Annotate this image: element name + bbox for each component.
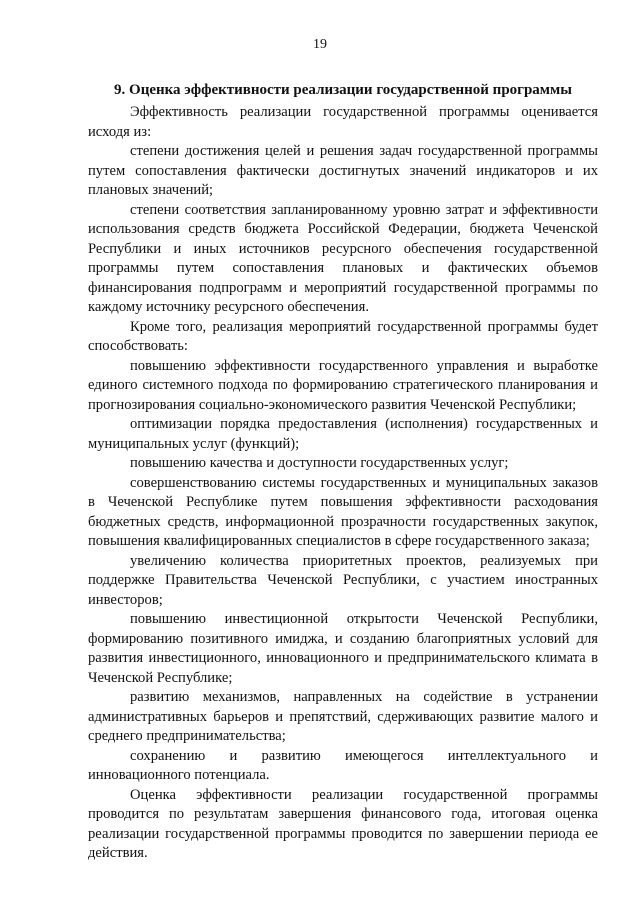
section-heading: 9. Оценка эффективности реализации государственной программы [114, 82, 572, 98]
paragraph: развитию механизмов, направленных на содействие в устранении административных барьеров и препятствий, сдерживающих развитие малого и среднего предпринимательства; [88, 689, 598, 744]
paragraph: совершенствованию системы государственных и муниципальных заказов в Чеченской Республике путем повышения эффективности расходования бюджетных средств, информационной прозрачности государственных закупок, повышения квалифицированных специалистов в сфере государственного заказа; [88, 474, 598, 549]
paragraph: Кроме того, реализация мероприятий государственной программы будет способствовать: [88, 318, 598, 354]
paragraph: степени соответствия запланированному уровню затрат и эффективности использования средств бюджета Российской Федерации, бюджета Чеченской Республики и иных источников ресурсного обеспечения государственной программы путем сопоставления плановых и фактических объемов финансирования подпрограмм и мероприятий государственной программы по каждому источнику ресурсного обеспечения. [88, 201, 598, 315]
body-text [88, 103, 598, 864]
paragraph: Эффективность реализации государственной программы оценивается исходя из: [88, 104, 598, 140]
paragraph: увеличению количества приоритетных проектов, реализуемых при поддержке Правительства Чеченской Республики, с участием иностранных инвесторов; [88, 552, 598, 608]
paragraph: степени достижения целей и решения задач государственной программы путем сопоставления фактически достигнутых значений индикаторов и их плановых значений; [88, 143, 598, 198]
paragraph: повышению эффективности государственного управления и выработке единого системного подхода по формированию стратегического планирования и прогнозирования социально-экономического развития Чеченской Республики; [88, 357, 598, 413]
paragraph: повышению качества и доступности государственных услуг; [130, 455, 509, 471]
paragraph: сохранению и развитию имеющегося интеллектуального и инновационного потенциала. [88, 747, 598, 783]
paragraph: оптимизации порядка предоставления (исполнения) государственных и муниципальных услуг (функций); [88, 416, 598, 452]
paragraph: Оценка эффективности реализации государственной программы проводится по результатам завершения финансового года, итоговая оценка реализации государственной программы проводится по завершении периода ее действия. [88, 786, 598, 861]
paragraph: повышению инвестиционной открытости Чеченской Республики, формированию позитивного имиджа, и созданию благоприятных условий для развития инвестиционного, инновационного и предпринимательского климата в Чеченской Республике; [88, 611, 598, 686]
page-number: 19 [313, 37, 327, 52]
